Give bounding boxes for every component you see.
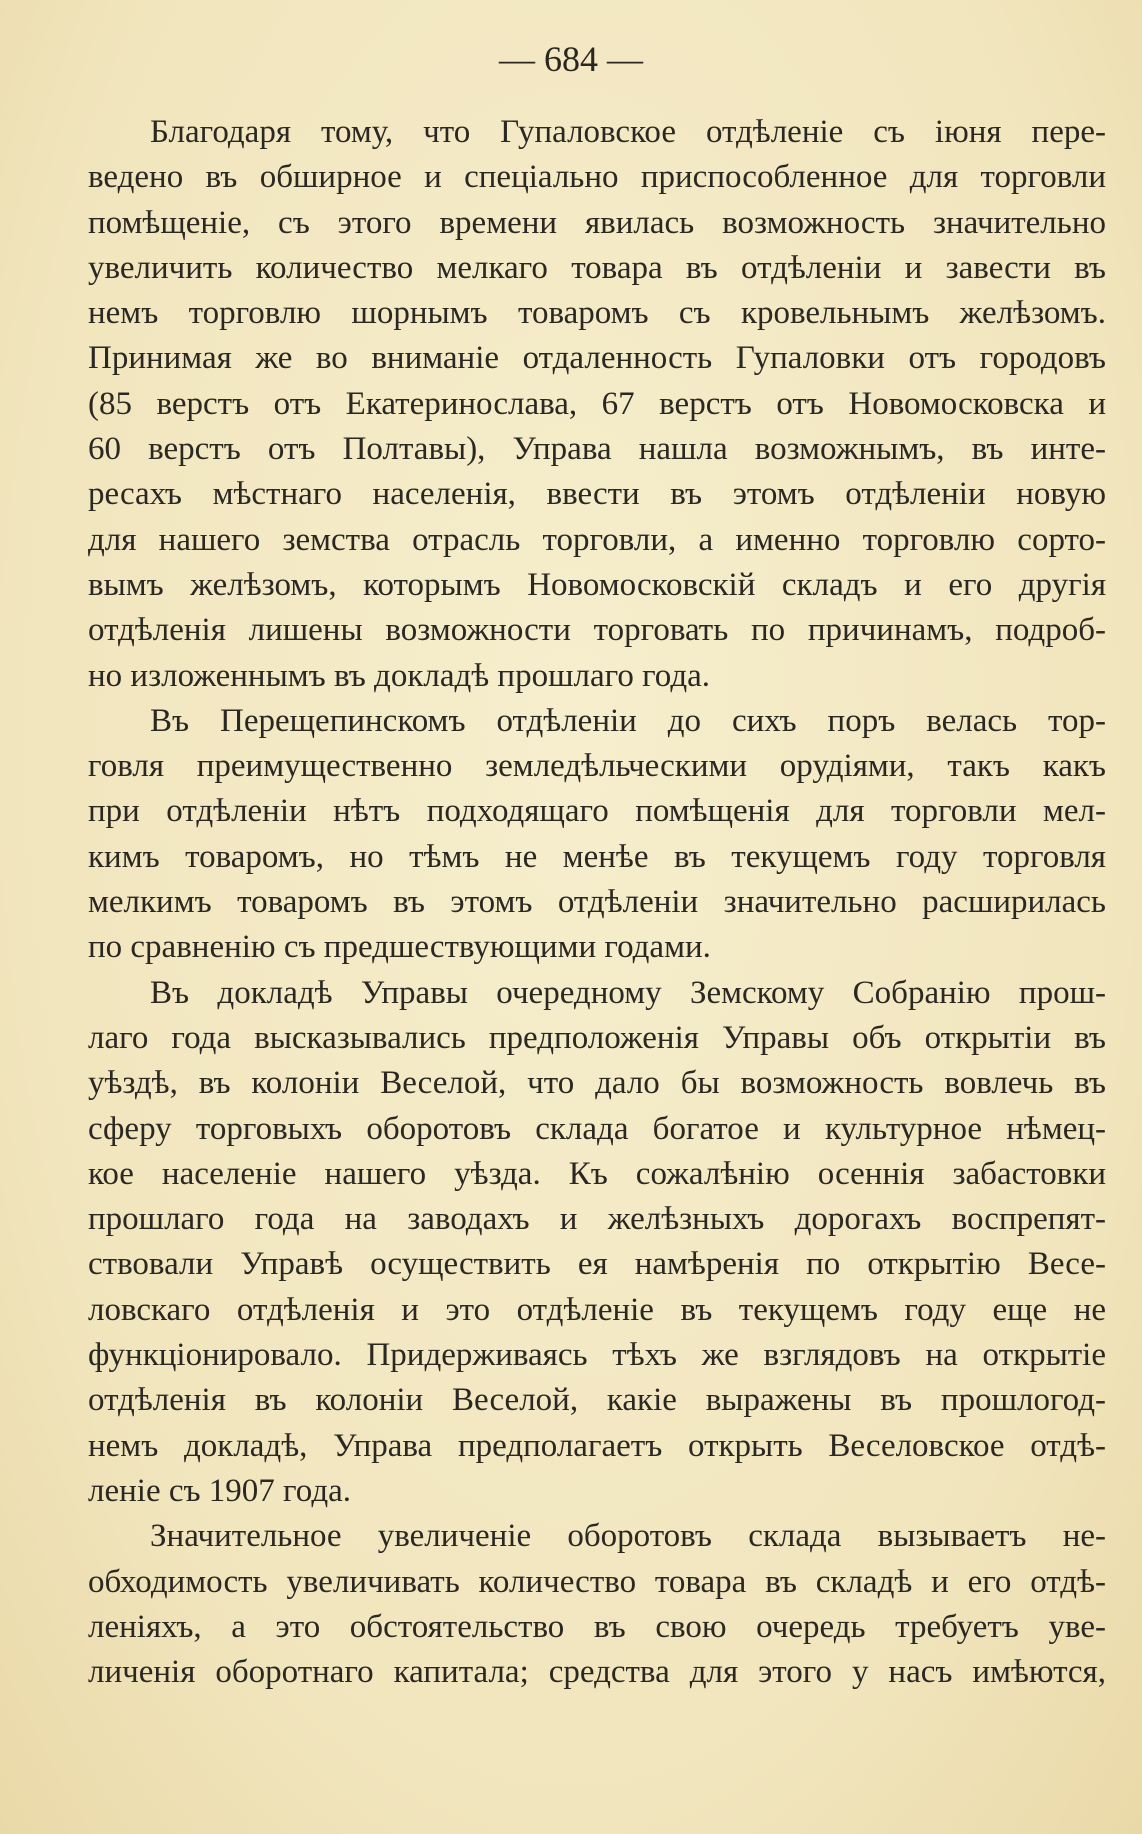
paragraph-veselaya bbox=[88, 971, 1106, 1515]
text-line: сферу торговыхъ оборотовъ склада богатое и культурное нѣмец- bbox=[88, 1110, 1106, 1147]
body-text bbox=[88, 110, 1106, 1695]
text-line: при отдѣленіи нѣтъ подходящаго помѣщенія для торговли мел- bbox=[88, 793, 1106, 830]
text-line: ловскаго отдѣленія и это отдѣленіе въ текущемъ году еще не bbox=[88, 1291, 1106, 1328]
text-line: немъ докладѣ, Управа предполагаетъ открыть Веселовское отдѣ- bbox=[88, 1427, 1106, 1464]
text-line: но изложеннымъ въ докладѣ прошлаго года. bbox=[88, 657, 711, 694]
paragraph-capital bbox=[88, 1514, 1106, 1695]
page-number: — 684 — bbox=[499, 39, 643, 79]
text-line: ресахъ мѣстнаго населенія, ввести въ этомъ отдѣленіи новую bbox=[88, 476, 1106, 513]
text-line: ствовали Управѣ осуществить ея намѣренія по открытію Весе- bbox=[88, 1246, 1106, 1283]
text-line: леніе съ 1907 года. bbox=[88, 1472, 352, 1509]
text-line: ведено въ обширное и спеціально приспособленное для торговли bbox=[88, 159, 1106, 196]
text-line: отдѣленія лишены возможности торговать по причинамъ, подроб- bbox=[88, 612, 1106, 649]
text-line: личенія оборотнаго капитала; средства для этого у насъ имѣются, bbox=[88, 1654, 1106, 1691]
text-line: кое населеніе нашего уѣзда. Къ сожалѣнію осеннія забастовки bbox=[88, 1155, 1106, 1192]
text-line: говля преимущественно земледѣльческими орудіями, такъ какъ bbox=[88, 748, 1106, 785]
text-line: мелкимъ товаромъ въ этомъ отдѣленіи значительно расширилась bbox=[88, 884, 1106, 921]
text-line: уѣздѣ, въ колоніи Веселой, что дало бы возможность вовлечь въ bbox=[88, 1065, 1106, 1102]
text-line: отдѣленія въ колоніи Веселой, какіе выражены въ прошлогод- bbox=[88, 1382, 1106, 1419]
text-line: вымъ желѣзомъ, которымъ Новомосковскій складъ и его другія bbox=[88, 566, 1106, 603]
text-line: обходимость увеличивать количество товара въ складѣ и его отдѣ- bbox=[88, 1563, 1106, 1600]
text-line: помѣщеніе, съ этого времени явилась возможность значительно bbox=[88, 204, 1106, 241]
text-line: (85 верстъ отъ Екатеринослава, 67 верстъ отъ Новомосковска и bbox=[88, 385, 1106, 422]
paragraph-gupalovka bbox=[88, 110, 1106, 699]
text-line: Въ докладѣ Управы очередному Земскому Собранію прош- bbox=[150, 974, 1106, 1011]
text-line: Въ Перещепинскомъ отдѣленіи до сихъ поръ велась тор- bbox=[150, 702, 1106, 739]
text-line: кимъ товаромъ, но тѣмъ не менѣе въ текущемъ году торговля bbox=[88, 838, 1106, 875]
text-line: немъ торговлю шорнымъ товаромъ съ кровельнымъ желѣзомъ. bbox=[88, 295, 1106, 332]
text-line: для нашего земства отрасль торговли, а именно торговлю сорто- bbox=[88, 521, 1106, 558]
text-line: прошлаго года на заводахъ и желѣзныхъ дорогахъ воспрепят- bbox=[88, 1201, 1106, 1238]
text-line: леніяхъ, а это обстоятельство въ свою очередь требуетъ уве- bbox=[88, 1608, 1106, 1645]
text-line: по сравненію съ предшествующими годами. bbox=[88, 929, 711, 966]
text-line: лаго года высказывались предположенія Управы объ открытіи въ bbox=[88, 1019, 1106, 1056]
paragraph-pereshchepino bbox=[88, 699, 1106, 971]
text-line: увеличить количество мелкаго товара въ отдѣленіи и завести въ bbox=[88, 249, 1106, 286]
text-line: Принимая же во вниманіе отдаленность Гупаловки отъ городовъ bbox=[88, 340, 1106, 377]
text-line: функціонировало. Придерживаясь тѣхъ же взглядовъ на открытіе bbox=[88, 1337, 1106, 1374]
text-line: 60 верстъ отъ Полтавы), Управа нашла возможнымъ, въ инте- bbox=[88, 431, 1106, 468]
text-line: Благодаря тому, что Гупаловское отдѣленіе съ іюня пере- bbox=[150, 114, 1106, 150]
text-line: Значительное увеличеніе оборотовъ склада вызываетъ не- bbox=[150, 1518, 1106, 1555]
